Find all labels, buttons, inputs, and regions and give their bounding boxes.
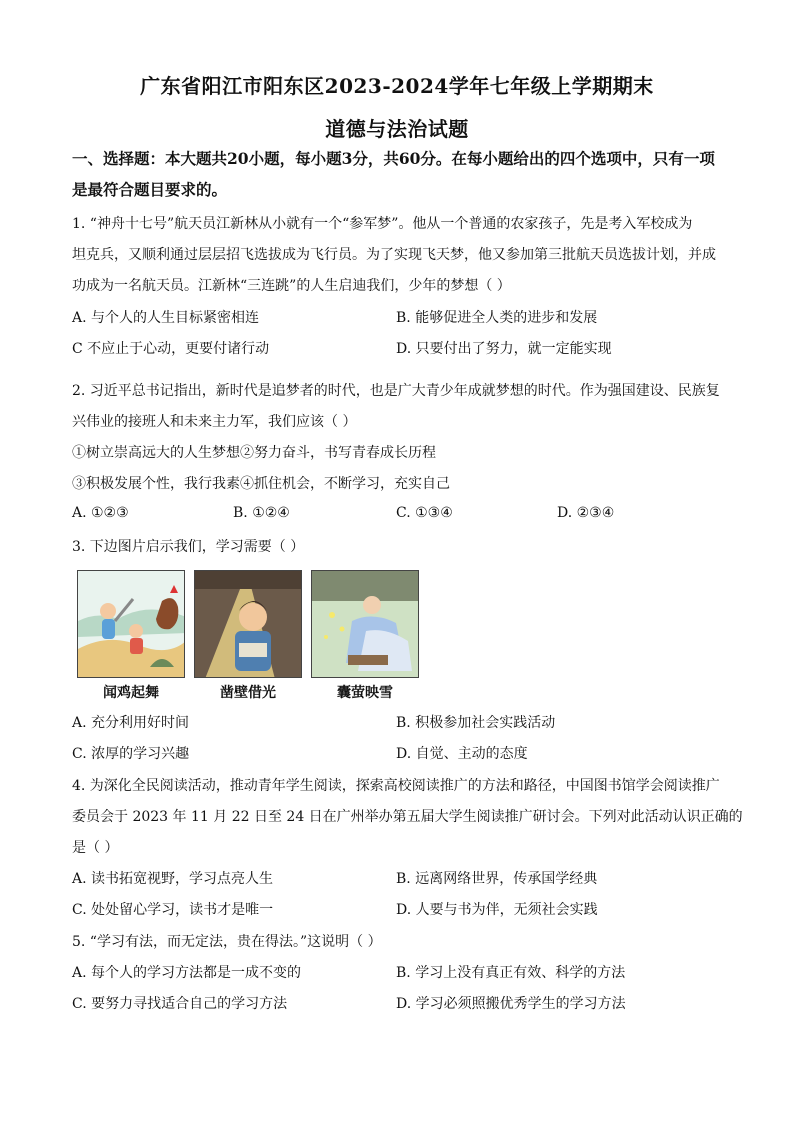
q1-line: 坦克兵，又顺利通过层层招飞选拔成为飞行员。为了实现飞天梦，他又参加第三批航天员选拔计划，并成 xyxy=(72,247,716,263)
q5-option-d: D. 学习必须照搬优秀学生的学习方法 xyxy=(396,996,626,1012)
caption-wall: 凿壁借光 xyxy=(220,685,276,701)
q1-option-b: B. 能够促进全人类的进步和发展 xyxy=(396,310,598,326)
q4-line: 委员会于 2023 年 11 月 22 日至 24 日在广州举办第五届大学生阅读推广研讨会。下列对此活动认识正确的 xyxy=(72,809,743,825)
q2-line: 2. 习近平总书记指出，新时代是追梦者的时代，也是广大青少年成就梦想的时代。作为强国建设、民族复 xyxy=(72,383,720,399)
q2-option-c: C. ①③④ xyxy=(396,505,453,521)
section-heading: 一、选择题：本大题共20小题，每小题3分，共60分。在每小题给出的四个选项中，只有一项是最符合题目要求的。 xyxy=(72,149,715,199)
q2-option-b: B. ①②④ xyxy=(233,505,290,521)
q2-statement: ③积极发展个性，我行我素④抓住机会，不断学习，充实自己 xyxy=(72,476,450,492)
q3-option-b: B. 积极参加社会实践活动 xyxy=(396,715,556,731)
q3-option-d: D. 自觉、主动的态度 xyxy=(396,746,528,762)
q5-line: 5. “学习有法，而无定法，贵在得法。”这说明（ ） xyxy=(72,934,382,950)
q1-line: 1. “神舟十七号”航天员江新林从小就有一个“参军梦”。他从一个普通的农家孩子，先是考入军校成为 xyxy=(72,216,693,232)
q4-line: 4. 为深化全民阅读活动，推动青年学生阅读，探索高校阅读推广的方法和路径，中国图书馆学会阅读推广 xyxy=(72,778,720,794)
q3-option-a: A. 充分利用好时间 xyxy=(72,715,190,731)
q5-option-b: B. 学习上没有真正有效、科学的方法 xyxy=(396,965,626,981)
caption-firefly: 囊萤映雪 xyxy=(337,685,393,701)
q4-line: 是（ ） xyxy=(72,840,119,856)
q4-option-c: C. 处处留心学习，读书才是唯一 xyxy=(72,902,274,918)
q4-option-a: A. 读书拓宽视野，学习点亮人生 xyxy=(72,871,274,887)
q2-option-d: D. ②③④ xyxy=(557,505,615,521)
q4-option-d: D. 人要与书为伴，无须社会实践 xyxy=(396,902,598,918)
q4-option-b: B. 远离网络世界，传承国学经典 xyxy=(396,871,598,887)
q1-line: 功成为一名航天员。江新林“三连跳”的人生启迪我们，少年的梦想（ ） xyxy=(72,278,511,294)
q2-option-a: A. ①②③ xyxy=(72,505,129,521)
wall-light-illustration xyxy=(194,570,302,678)
q3-option-c: C. 浓厚的学习兴趣 xyxy=(72,746,190,762)
rooster-dance-illustration xyxy=(77,570,185,678)
paper-title: 广东省阳江市阳东区2023-2024学年七年级上学期期末 xyxy=(140,74,654,98)
q1-option-a: A. 与个人的人生目标紧密相连 xyxy=(72,310,260,326)
caption-rooster: 闻鸡起舞 xyxy=(103,685,159,701)
q5-option-c: C. 要努力寻找适合自己的学习方法 xyxy=(72,996,288,1012)
paper-subtitle: 道德与法治试题 xyxy=(325,117,469,141)
q5-option-a: A. 每个人的学习方法都是一成不变的 xyxy=(72,965,302,981)
q1-option-d: D. 只要付出了努力，就一定能实现 xyxy=(396,341,612,357)
firefly-snow-illustration xyxy=(311,570,419,678)
q2-line: 兴伟业的接班人和未来主力军，我们应该（ ） xyxy=(72,414,357,430)
q3-line: 3. 下边图片启示我们，学习需要（ ） xyxy=(72,539,305,555)
q2-statement: ①树立崇高远大的人生梦想②努力奋斗，书写青春成长历程 xyxy=(72,445,436,461)
q1-option-c: C 不应止于心动，更要付诸行动 xyxy=(72,341,270,357)
